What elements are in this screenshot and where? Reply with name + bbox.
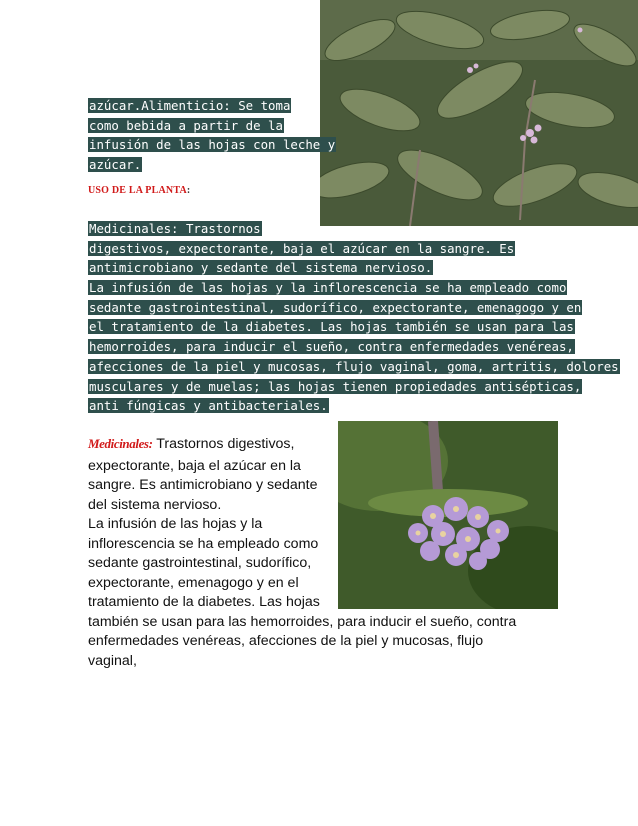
text-line: hemorroides, para inducir el sueño, contra enfermedades venéreas,	[89, 339, 574, 355]
text-line: afecciones de la piel y mucosas, flujo vaginal, goma, artritis, dolores	[89, 358, 619, 374]
flower-photo	[338, 421, 558, 609]
text-line: tratamiento de la diabetes. Las hojas	[88, 594, 320, 610]
text-line: del sistema nervioso.	[88, 497, 222, 513]
text-line: expectorante, emenagogo y en el	[88, 575, 299, 591]
text-line: expectorante, baja el azúcar en la	[88, 458, 301, 474]
text-line: infusión de las hojas con leche y	[89, 137, 336, 153]
text-line: sedante gastrointestinal, sudorífico, expectorante, emenagogo y en	[89, 299, 582, 315]
section-heading	[88, 185, 190, 196]
text-line: vaginal,	[88, 653, 137, 669]
heading-colon: :	[186, 185, 191, 196]
heading-label: USO DE LA PLANTA	[88, 185, 187, 196]
text-line: inflorescencia se ha empleado como	[88, 536, 319, 552]
text-line: también se usan para las hemorroides, para inducir el sueño, contra	[88, 614, 517, 630]
text-line: sedante gastrointestinal, sudorífico,	[88, 555, 312, 571]
intro-highlighted-text	[88, 96, 336, 175]
text-line: Medicinales: Trastornos	[89, 221, 261, 236]
text-line: enfermedades venéreas, afecciones de la piel y mucosas, flujo	[88, 633, 484, 649]
medicinal-paragraph-line	[88, 434, 294, 455]
text-line: azúcar.Alimenticio: Se toma	[89, 98, 291, 113]
text-line: Trastornos digestivos,	[152, 436, 295, 452]
text-line: como bebida a partir de la	[89, 117, 283, 133]
text-line: musculares y de muelas; las hojas tienen propiedades antisépticas,	[89, 378, 582, 394]
plant-leaves-image	[320, 0, 638, 226]
text-line: anti fúngicas y antibacteriales.	[89, 398, 328, 414]
text-line: el tratamiento de la diabetes. Las hojas también se usan para las	[89, 319, 574, 335]
medicinal-label: Medicinales:	[88, 436, 153, 451]
text-line: digestivos, expectorante, baja el azúcar en la sangre. Es	[89, 240, 515, 256]
text-line: antimicrobiano y sedante del sistema nervioso.	[89, 260, 433, 276]
plant-photo	[320, 0, 638, 226]
medicinal-highlighted-text	[88, 219, 620, 416]
text-line: azúcar.	[89, 157, 142, 173]
lavender-flower-image	[338, 421, 558, 609]
text-line: La infusión de las hojas y la inflorescencia se ha empleado como	[89, 280, 567, 296]
text-line: La infusión de las hojas y la	[88, 516, 263, 532]
text-line: sangre. Es antimicrobiano y sedante	[88, 477, 318, 493]
